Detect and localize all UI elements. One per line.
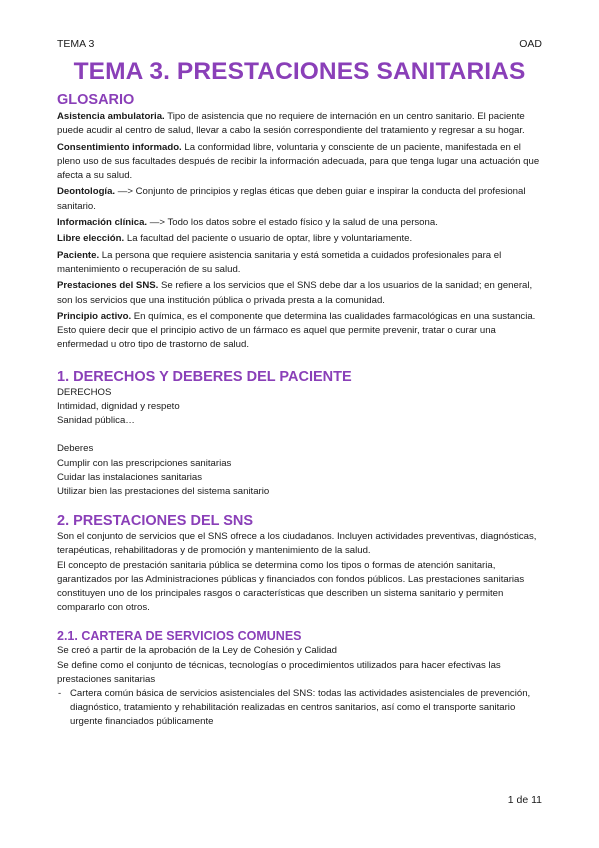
glossary-entry bbox=[57, 232, 541, 246]
duties-label: Deberes bbox=[57, 443, 94, 455]
glossary-term: Deontología. bbox=[57, 186, 116, 198]
glossary-term: Prestaciones del SNS. bbox=[57, 280, 159, 292]
duties-list bbox=[57, 457, 541, 500]
bullet-list bbox=[57, 687, 541, 730]
glossary-entry bbox=[57, 216, 541, 230]
rights-label: DERECHOS bbox=[57, 386, 112, 398]
paragraph: El concepto de prestación sanitaria pública se determina como los tipos o formas de atención sanitaria, garantizados por las Administraciones públicas y financiados con fondos públicos. Las prestaciones sanitarias constituyen uno de los principales rasgos o características que describen un sistema sanitario y permiten compararlo con otros. bbox=[57, 559, 525, 614]
section-heading-prestaciones: 2. PRESTACIONES DEL SNS bbox=[57, 513, 254, 530]
header-subject: OAD bbox=[519, 38, 542, 50]
glossary-definition: —> Todo los datos sobre el estado físico y la salud de una persona. bbox=[147, 216, 438, 228]
glossary-entry bbox=[57, 249, 541, 277]
glossary-entry bbox=[57, 141, 541, 184]
page-number: 1 de 11 bbox=[507, 794, 542, 806]
glossary-definition: —> Conjunto de principios y reglas éticas que deben guiar e inspirar la conducta del profesional sanitario. bbox=[57, 186, 526, 212]
glossary-entry bbox=[57, 185, 541, 213]
paragraph: Se define como el conjunto de técnicas, tecnologías o procedimientos utilizados para hacer efectivas las prestaciones sanitarias bbox=[57, 659, 501, 685]
list-item: Sanidad pública… bbox=[57, 415, 135, 427]
glossary-term: Asistencia ambulatoria. bbox=[57, 111, 165, 122]
dash-bullet: - bbox=[58, 688, 62, 699]
glossary-definition: La facultad del paciente o usuario de optar, libre y voluntariamente. bbox=[124, 233, 413, 245]
paragraph: Se creó a partir de la aprobación de la Ley de Cohesión y Calidad bbox=[57, 645, 337, 657]
glossary-definition: La conformidad libre, voluntaria y consciente de un paciente, manifestada en el pleno uso de sus facultades después de recibir la información adecuada, para que tenga lugar una actuación que afecta a su salud. bbox=[57, 141, 540, 181]
glossary-definition: La persona que requiere asistencia sanitaria y está sometida a cuidados profesionales para el mantenimiento o recuperación de su salud. bbox=[57, 249, 502, 275]
bullet-text: Cartera común básica de servicios asistenciales del SNS: todas las actividades asistenciales de prevención, diagnóstico, tratamiento y rehabilitación realizadas en centros sanitarios, así como el transporte sanitario urgente financiados públicamente bbox=[70, 688, 531, 728]
glossary-term: Paciente. bbox=[57, 249, 100, 261]
glossary-heading: GLOSARIO bbox=[57, 92, 135, 108]
glossary-entry bbox=[57, 310, 541, 353]
glossary-term: Información clínica. bbox=[57, 216, 148, 228]
glossary-entry bbox=[57, 279, 541, 307]
page-title: TEMA 3. PRESTACIONES SANITARIAS bbox=[73, 58, 526, 85]
bullet-item bbox=[57, 687, 541, 730]
glossary-term: Consentimiento informado. bbox=[57, 141, 182, 153]
list-item: Cuidar las instalaciones sanitarias bbox=[57, 471, 203, 483]
rights-list bbox=[57, 400, 541, 428]
glossary-definition: En química, es el componente que determina las cualidades farmacológicas en una sustancia. Esto quiere decir que el principio activo de un fármaco es aquel que permite prevenir, tratar o curar una enfermedad u otro tipo de trastorno de salud. bbox=[57, 310, 536, 351]
glossary-definition: Se refiere a los servicios que el SNS debe dar a los usuarios de la sanidad; en general, son los servicios que una institución pública o privada presta a la comunidad. bbox=[57, 280, 533, 306]
paragraph: Son el conjunto de servicios que el SNS ofrece a los ciudadanos. Incluyen actividades preventivas, diagnósticas, terapéuticas, rehabilitadoras y de promoción y mantenimiento de la salud. bbox=[57, 531, 537, 557]
glossary-definition: Tipo de asistencia que no requiere de internación en un centro sanitario. El paciente puede acudir al centro de salud, llevar a cabo la sesión correspondiente del tratamiento y regresar a su hogar. bbox=[57, 111, 525, 137]
list-item: Cumplir con las prescripciones sanitarias bbox=[57, 457, 232, 469]
section-heading-rights-duties: 1. DERECHOS Y DEBERES DEL PACIENTE bbox=[57, 368, 352, 385]
list-item: Intimidad, dignidad y respeto bbox=[57, 400, 180, 412]
subsection-heading-cartera: 2.1. CARTERA DE SERVICIOS COMUNES bbox=[57, 629, 302, 644]
glossary-term: Principio activo. bbox=[57, 310, 132, 322]
list-item: Utilizar bien las prestaciones del sistema sanitario bbox=[57, 485, 270, 497]
glossary-term: Libre elección. bbox=[57, 233, 125, 245]
document-body bbox=[57, 90, 541, 730]
header-topic: TEMA 3 bbox=[57, 38, 95, 50]
glossary-entry bbox=[57, 110, 541, 138]
